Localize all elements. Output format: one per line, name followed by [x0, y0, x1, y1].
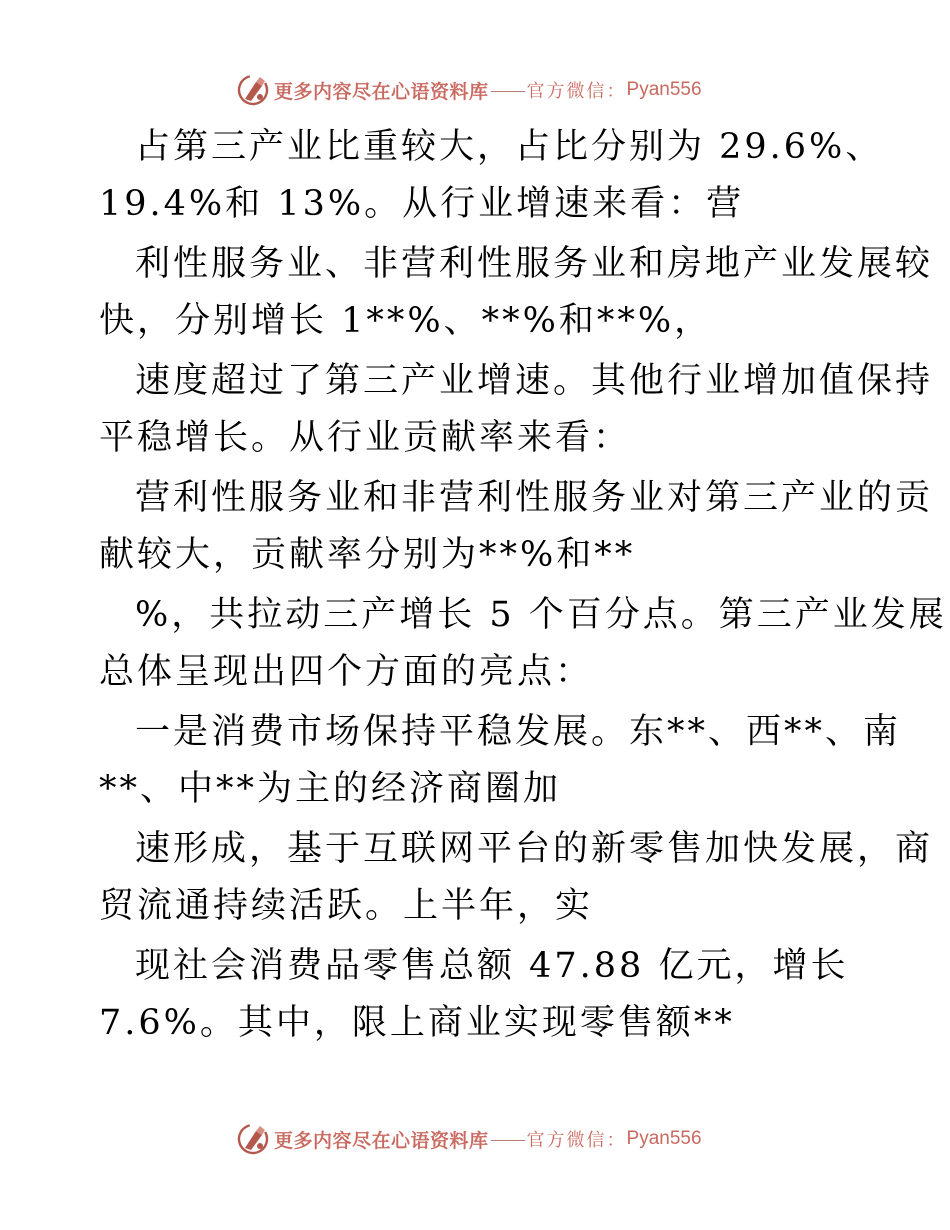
paragraph-line: 平稳增长。从行业贡献率来看：: [99, 418, 632, 458]
header-wechat-label: 官方微信：: [526, 81, 627, 102]
paragraph-line: 贸流通持续活跃。上半年，实: [99, 886, 594, 926]
footer-watermark: [236, 1122, 756, 1156]
paragraph-line: **、中**为主的经济商圈加: [99, 769, 562, 809]
paragraph-line: 现社会消费品零售总额 47.88 亿元，增长: [135, 946, 849, 986]
paragraph-line: 营利性服务业和非营利性服务业对第三产业的贡: [135, 478, 934, 518]
header-site-text: 更多内容尽在心语资料库: [274, 80, 489, 103]
footer-wechat-id: Pyan556: [626, 1128, 702, 1149]
header-watermark: [236, 73, 756, 107]
paragraph-line: 速形成，基于互联网平台的新零售加快发展，商: [135, 829, 934, 869]
paragraph-line: 一是消费市场保持平稳发展。东**、西**、南: [135, 712, 902, 752]
footer-site-text: 更多内容尽在心语资料库: [274, 1129, 489, 1152]
paragraph-line: 19.4%和 13%。从行业增速来看：营: [99, 184, 745, 224]
paragraph-line: 利性服务业、非营利性服务业和房地产业发展较: [135, 244, 934, 284]
paragraph-line: 快，分别增长 1**%、**%和**%，: [99, 301, 713, 341]
paragraph-line: 献较大，贡献率分别为**%和**: [99, 535, 636, 575]
header-wechat-id: Pyan556: [626, 79, 702, 100]
footer-divider: [491, 1140, 525, 1141]
logo-icon: [236, 1122, 270, 1156]
paragraph-line: 总体呈现出四个方面的亮点：: [99, 652, 594, 692]
header-divider: [491, 91, 525, 92]
paragraph-line: %，共拉动三产增长 5 个百分点。第三产业发展: [135, 595, 947, 635]
paragraph-line: 速度超过了第三产业增速。其他行业增加值保持: [135, 361, 934, 401]
footer-wechat-label: 官方微信：: [526, 1130, 627, 1151]
paragraph-line: 7.6%。其中，限上商业实现零售额**: [99, 1003, 735, 1043]
paragraph-line: 占第三产业比重较大，占比分别为 29.6%、: [135, 127, 884, 167]
logo-icon: [236, 73, 270, 107]
